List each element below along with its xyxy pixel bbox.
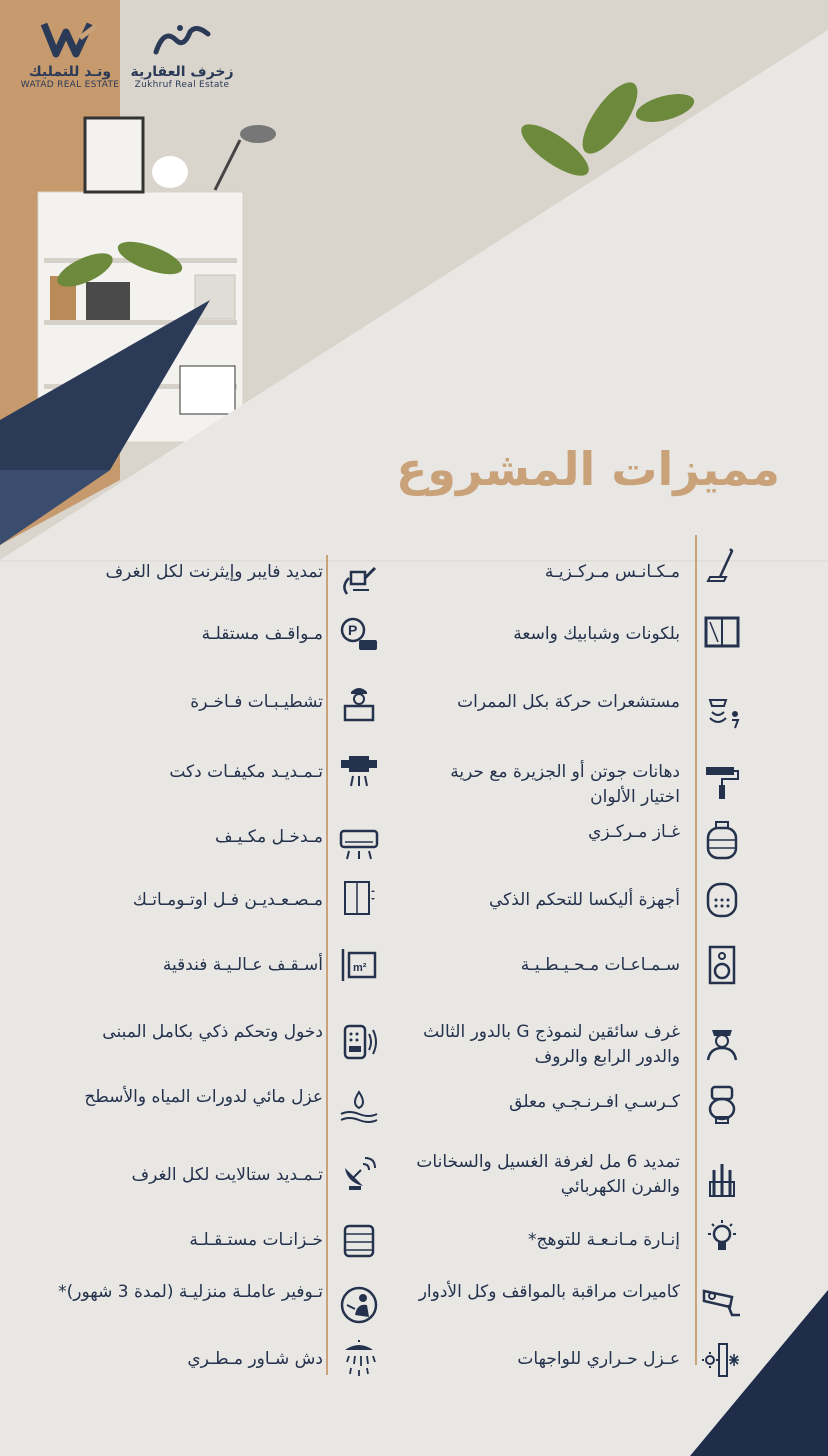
watad-logo bbox=[20, 20, 120, 91]
feature-private-parking: مـواقـف مستقلـة bbox=[201, 624, 323, 644]
feature-central-gas: غـاز مـركـزي bbox=[588, 822, 680, 842]
toilet-icon bbox=[702, 1085, 742, 1125]
zukhruf-name-en: Zukhruf Real Estate bbox=[134, 80, 230, 90]
smart-speaker-icon bbox=[702, 880, 742, 920]
high-ceiling-icon bbox=[339, 945, 379, 985]
svg-text:m²: m² bbox=[353, 962, 367, 974]
svg-text:P: P bbox=[348, 622, 358, 638]
housemaid-icon bbox=[339, 1285, 379, 1325]
feature-high-ceilings: أسـقـف عـالـيـة فندقية bbox=[162, 955, 323, 975]
watad-name-ar: وتـد للتمليك bbox=[28, 64, 112, 80]
page-title: مميزات المشروع bbox=[395, 442, 780, 496]
water-insulation-icon bbox=[339, 1088, 379, 1128]
cables-icon bbox=[702, 1158, 742, 1198]
window-icon bbox=[702, 612, 742, 652]
feature-anti-glare-lighting: إنـارة مـانـعـة للتوهج* bbox=[528, 1230, 680, 1250]
feature-motion-sensors: مستشعرات حركة بكل الممرات bbox=[457, 692, 680, 712]
light-bulb-icon bbox=[702, 1218, 742, 1258]
ethernet-icon bbox=[339, 560, 379, 600]
feature-air-conditioned-entrance: مـدخـل مكـيـف bbox=[215, 827, 323, 847]
worker-icon bbox=[339, 682, 379, 722]
column-divider-right bbox=[695, 535, 697, 1365]
paint-roller-icon bbox=[702, 763, 742, 803]
feature-wall-hung-toilet: كـرسـي افـرنـجـي معلق bbox=[509, 1092, 680, 1112]
gas-cylinder-icon bbox=[702, 820, 742, 860]
driver-icon bbox=[702, 1022, 742, 1062]
feature-fiber-ethernet: تمديد فايبر وإيثرنت لكل الغرف bbox=[105, 562, 323, 582]
feature-automatic-elevators: مـصـعـديـن فـل اوتـومـاتـك bbox=[132, 890, 323, 910]
smart-lock-icon bbox=[339, 1022, 379, 1062]
water-tank-icon bbox=[339, 1220, 379, 1260]
vacuum-icon bbox=[702, 545, 742, 585]
feature-rain-shower: دش شـاور مـطـري bbox=[187, 1349, 323, 1369]
air-conditioner-icon bbox=[339, 823, 379, 863]
feature-balconies: بلكونات وشبابيك واسعة bbox=[513, 624, 680, 644]
parking-icon bbox=[339, 616, 379, 656]
feature-paints: دهانات جوتن أو الجزيرة مع حرية اختيار الألوان bbox=[450, 762, 680, 807]
feature-cctv: كاميرات مراقبة بالمواقف وكل الأدوار bbox=[418, 1282, 680, 1302]
feature-smart-access: دخول وتحكم ذكي بكامل المبنى bbox=[102, 1022, 323, 1042]
column-divider-left bbox=[326, 555, 328, 1375]
feature-thermal-insulation: عـزل حـراري للواجهات bbox=[517, 1349, 680, 1369]
elevator-icon bbox=[339, 878, 379, 918]
cctv-icon bbox=[702, 1283, 742, 1323]
zukhruf-logo bbox=[128, 22, 236, 91]
zukhruf-name-ar: زخرف العقارية bbox=[130, 64, 234, 80]
feature-central-vacuum: مـكـانـس مـركـزيـة bbox=[544, 562, 680, 582]
feature-water-tanks: خـزانـات مستـقـلـة bbox=[189, 1230, 323, 1250]
rain-shower-icon bbox=[339, 1338, 379, 1378]
feature-luxury-finishes: تشطيـبـات فـاخـرة bbox=[190, 692, 323, 712]
duct-ac-icon bbox=[339, 752, 379, 792]
feature-surround-speakers: سـمـاعـات مـحـيـطـيـة bbox=[520, 955, 680, 975]
thermal-insulation-icon bbox=[702, 1340, 742, 1380]
satellite-dish-icon bbox=[339, 1152, 379, 1192]
feature-driver-rooms: غرف سائقين لنموذج G بالدور الثالث والدور الرابع والروف bbox=[423, 1022, 680, 1067]
feature-duct-ac: تـمـديـد مكيفـات دكت bbox=[169, 762, 323, 782]
feature-alexa: أجهزة أليكسا للتحكم الذكي bbox=[488, 890, 680, 910]
feature-satellite: تـمـديد ستالايت لكل الغرف bbox=[131, 1165, 323, 1185]
speaker-icon bbox=[702, 945, 742, 985]
motion-sensor-icon bbox=[702, 692, 742, 732]
watad-name-en: WATAD REAL ESTATE bbox=[20, 80, 120, 90]
zukhruf-logo-mark bbox=[150, 22, 214, 60]
feature-6mm-wiring: تمديد 6 مل لغرفة الغسيل والسخانات والفرن الكهربائي bbox=[416, 1152, 680, 1197]
feature-waterproofing: عزل مائي لدورات المياه والأسطح bbox=[84, 1087, 323, 1107]
feature-housemaid: تـوفير عاملـة منزليـة (لمدة 3 شهور)* bbox=[58, 1282, 323, 1302]
watad-logo-mark bbox=[40, 20, 100, 60]
